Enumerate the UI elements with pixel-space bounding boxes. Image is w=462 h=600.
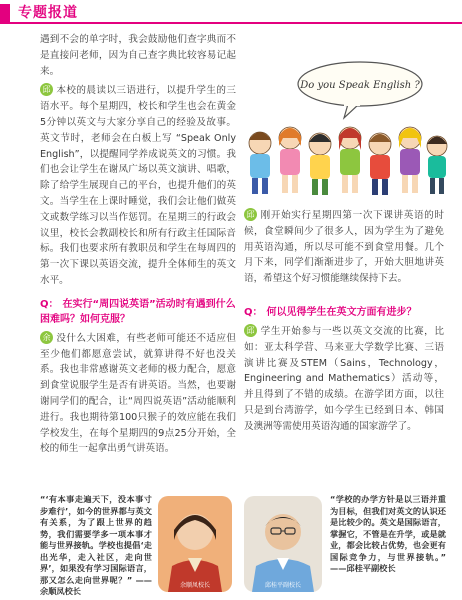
speaker-badge: 邱 [40, 83, 53, 96]
header-accent-bar [0, 4, 10, 22]
child-figure [369, 133, 391, 195]
paragraph-text: 本校的晨读以三语进行，以提升学生的三语水平。每个星期四，校长和学生也会在黄金5分钟以英文与大家分享自己的经验及故事。英文节时，老师会在白板上写 “Speak Only English”，以提醒同学养成说英文的习惯。我们也会让学生在谢凤广场以英文演讲、唱歌，除了给学生展现自己的平台，也提升他们的英文。当学生在上课时睡觉，我们会让他们做英文或数学练习以当作惩罚。在星期三的行政会议里，校长会教副校长和所有行政主任国际音标。我们也要求所有教职员和学生在每周四的第一次下课以英语交流，提升全体师生的英文水平。 [40, 85, 236, 286]
paragraph [244, 324, 444, 435]
header-rule [0, 22, 462, 24]
quote-right: “学校的办学方针是以三语并重为目标，但我们对英文的认识还是比较少的。英文是国际语言，掌握它，不管是在升学，或是就业，都会比较占优势，也会更有国际竞争力，与世界接轨。” ——邱桂平副校长 [330, 494, 446, 573]
illustration-svg [240, 58, 450, 203]
question-label: Q： [40, 298, 59, 310]
left-column [40, 32, 236, 457]
speech-bubble-text: Do you Speak English ? [300, 80, 420, 91]
child-figure [249, 132, 271, 194]
portrait-caption: 余顺凤校长 [179, 582, 210, 589]
question-text: 何以见得学生在英文方面有进步？ [266, 306, 417, 318]
speaker-badge: 邱 [244, 208, 257, 221]
speaker-badge: 余 [40, 331, 53, 344]
portrait-caption: 邱桂平副校长 [264, 582, 301, 589]
right-column [244, 208, 444, 435]
section-title: 专题报道 [18, 5, 78, 21]
quote-left: “‘有本事走遍天下，没本事寸步难行’，如今的世界都与英文有关系，为了跟上世界的趋势，我们需要学多一项本事才能与世界接轨。学校也提倡‘走出光华，走入社区，走向世界’，如果没有学习国际语言，那又怎么走向世界呢？” ——余顺凤校长 [40, 494, 152, 596]
paragraph: 遇到不会的单字时，我会鼓励他们查字典而不是直接问老师，因为自己查字典比较容易记起来。 [40, 34, 236, 77]
quotes-section [0, 488, 462, 600]
child-figure [339, 127, 361, 193]
speaker-badge: 邱 [244, 324, 257, 337]
paragraph-text: 刚开始实行星期四第一次下课讲英语的时候，食堂瞬间少了很多人，因为学生为了避免用英语沟通，所以尽可能不到食堂用餐。几个月下来，同学们渐渐进步了，开始大胆地讲英语，希望这个好习惯能继续保持下去。 [244, 210, 444, 285]
paragraph [40, 83, 236, 288]
paragraph [244, 208, 444, 287]
portrait-vice-principal [244, 496, 322, 592]
child-figure [309, 133, 331, 195]
child-figure [399, 127, 421, 193]
question-text: 在实行“周四说英语”活动时有遇到什么困难吗？如何克服？ [40, 298, 236, 325]
child-figure [279, 127, 301, 193]
question [244, 305, 444, 320]
child-figure [427, 136, 447, 194]
paragraph-text: 没什么大困难，有些老师可能还不适应但至少他们都愿意尝试，就算讲得不好也没关系。我也非常感谢英文老师的极力配合，愿意到食堂说服学生是否有讲英语。当然，也要谢谢同学们的配合，让“周四说英语”活动能顺利进行。我也期待第100只猴子的效应能在我们学校发生，在每个星期四的9点25分开始，全校的师生一起拿出勇气讲英语。 [40, 332, 236, 455]
question-label: Q： [244, 306, 263, 318]
portrait-principal [158, 496, 232, 592]
paragraph-text: 学生开始参与一些以英文交流的比赛，比如：亚太科学营、马来亚大学数学比赛、三语演讲比赛及STEM（Sains，Technology，Engineering and Mathematics）活动等，并且得到了不错的成绩。在游学团方面，以往只是到台湾游学，如今学生已经到日本、韩国及澳洲等需使用英语沟通的国家游学了。 [244, 325, 444, 432]
question [40, 297, 236, 327]
kids-illustration [240, 58, 450, 203]
section-header [0, 0, 462, 22]
paragraph [40, 331, 236, 457]
